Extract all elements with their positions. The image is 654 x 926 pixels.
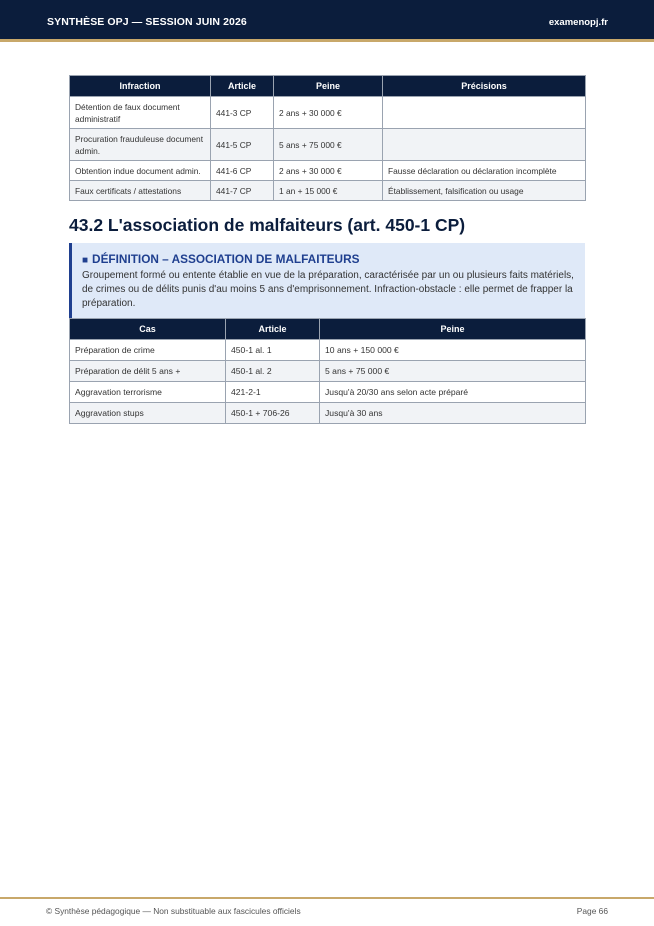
table-cell: 2 ans + 30 000 €	[274, 161, 383, 181]
column-header: Peine	[320, 319, 586, 340]
association-table	[69, 318, 586, 424]
table-row	[70, 129, 586, 161]
table-cell: Préparation de délit 5 ans +	[70, 361, 226, 382]
table-cell: 10 ans + 150 000 €	[320, 340, 586, 361]
table-row	[70, 403, 586, 424]
table-cell	[383, 129, 586, 161]
table-cell: Détention de faux document administratif	[70, 97, 211, 129]
table-cell: 450-1 al. 2	[226, 361, 320, 382]
table-cell: 441-6 CP	[211, 161, 274, 181]
table-cell: Aggravation stups	[70, 403, 226, 424]
table-cell: Préparation de crime	[70, 340, 226, 361]
table-row	[70, 161, 586, 181]
table-cell: Obtention indue document admin.	[70, 161, 211, 181]
definition-text: Groupement formé ou entente établie en vue de la préparation, caractérisée par un ou plusieurs faits matériels, de crimes ou de délits punis d'au moins 5 ans d'emprisonnement. Infraction-obstacle : elle permet de frapper la préparation.	[82, 270, 574, 309]
column-header: Cas	[70, 319, 226, 340]
page-header	[0, 0, 654, 42]
page-footer	[0, 897, 654, 926]
table-row	[70, 340, 586, 361]
table-cell: 2 ans + 30 000 €	[274, 97, 383, 129]
table-header-row	[70, 76, 586, 97]
table-cell: 421-2-1	[226, 382, 320, 403]
table-cell: Fausse déclaration ou déclaration incomplète	[383, 161, 586, 181]
table-row	[70, 361, 586, 382]
table-row	[70, 181, 586, 201]
table-cell: Procuration frauduleuse document admin.	[70, 129, 211, 161]
table-cell: 441-5 CP	[211, 129, 274, 161]
column-header: Article	[211, 76, 274, 97]
table-cell: 450-1 al. 1	[226, 340, 320, 361]
column-header: Infraction	[70, 76, 211, 97]
definition-title-text: DÉFINITION – ASSOCIATION DE MALFAITEURS	[92, 252, 360, 266]
column-header: Article	[226, 319, 320, 340]
table-cell: Aggravation terrorisme	[70, 382, 226, 403]
footer-disclaimer: © Synthèse pédagogique — Non substituable aux fascicules officiels	[46, 906, 301, 916]
column-header: Peine	[274, 76, 383, 97]
definition-box	[69, 243, 585, 318]
definition-title	[82, 252, 575, 266]
table-cell: 441-3 CP	[211, 97, 274, 129]
table-cell: Jusqu'à 20/30 ans selon acte préparé	[320, 382, 586, 403]
table-header-row	[70, 319, 586, 340]
infractions-table	[69, 75, 586, 201]
table-cell: 441-7 CP	[211, 181, 274, 201]
header-title: SYNTHÈSE OPJ — SESSION JUIN 2026	[47, 16, 247, 28]
table-cell	[383, 97, 586, 129]
page-number: Page 66	[576, 906, 608, 916]
header-site: examenopj.fr	[548, 17, 608, 28]
table-cell: 450-1 + 706-26	[226, 403, 320, 424]
square-bullet-icon: ■	[82, 255, 89, 266]
table-cell: Établissement, falsification ou usage	[383, 181, 586, 201]
table-cell: Faux certificats / attestations	[70, 181, 211, 201]
table-row	[70, 382, 586, 403]
column-header: Précisions	[383, 76, 586, 97]
table-cell: 5 ans + 75 000 €	[320, 361, 586, 382]
section-heading: 43.2 L'association de malfaiteurs (art. 450-1 CP)	[69, 215, 466, 235]
table-cell: Jusqu'à 30 ans	[320, 403, 586, 424]
table-row	[70, 97, 586, 129]
table-cell: 5 ans + 75 000 €	[274, 129, 383, 161]
table-cell: 1 an + 15 000 €	[274, 181, 383, 201]
